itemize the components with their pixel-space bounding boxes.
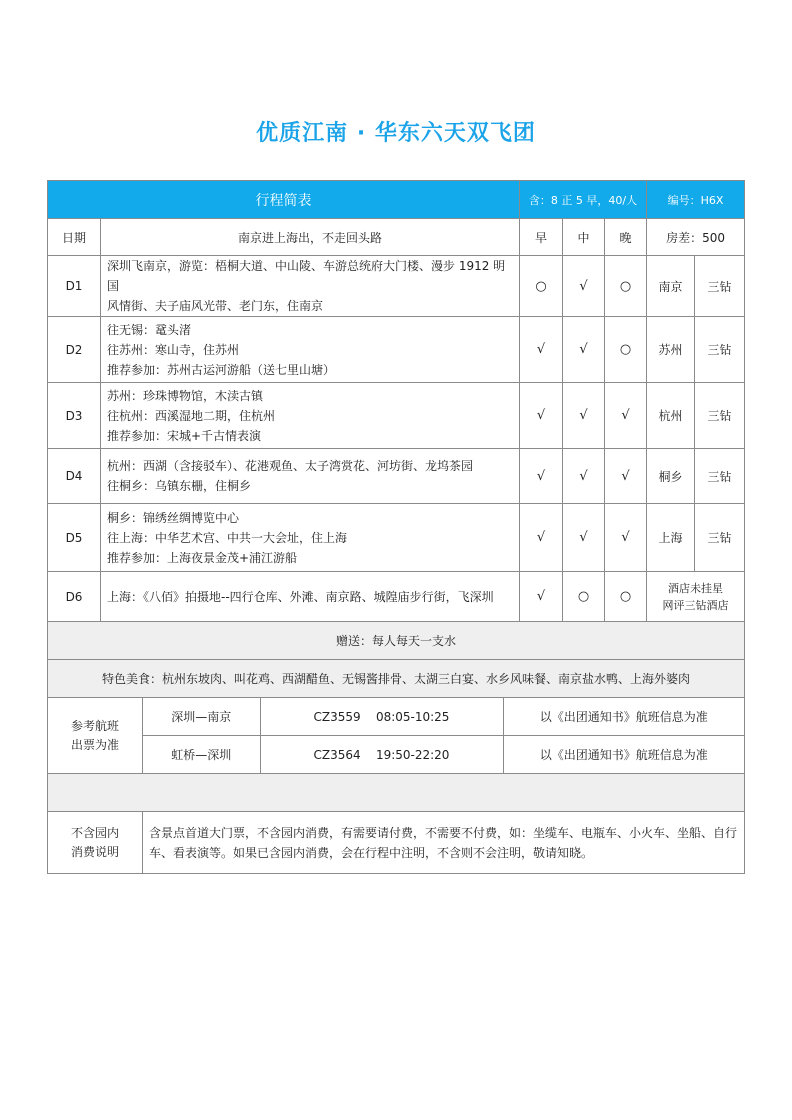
hotel-rating: 三钻 xyxy=(695,449,745,504)
breakfast-mark: ○ xyxy=(520,256,563,317)
tour-code: 编号：H6X xyxy=(647,181,745,219)
hotel-city: 上海 xyxy=(647,504,695,572)
flight-number-time: CZ3559 08:05-10:25 xyxy=(260,698,503,736)
day-itinerary: 桐乡：锦绣丝绸博览中心 往上海：中华艺术宫、中共一大会址，住上海 推荐参加：上海夜景金茂+浦江游船 xyxy=(101,504,520,572)
food-note: 特色美食：杭州东坡肉、叫花鸡、西湖醋鱼、无锡酱排骨、太湖三白宴、水乡风味餐、南京盐水鸭、上海外婆肉 xyxy=(48,660,745,698)
flight-route: 深圳—南京 xyxy=(143,698,260,736)
day-itinerary: 苏州：珍珠博物馆，木渎古镇 往杭州：西溪湿地二期，住杭州 推荐参加：宋城+千古情表演 xyxy=(101,383,520,449)
day-label: D6 xyxy=(48,572,101,622)
day-itinerary: 上海：《八佰》拍摄地--四行仓库、外滩、南京路、城隍庙步行街，飞深圳 xyxy=(101,572,520,622)
excluded-label: 不含园内 消费说明 xyxy=(48,812,143,874)
page-title: 优质江南 · 华东六天双飞团 xyxy=(256,121,536,146)
breakfast-mark: √ xyxy=(520,504,563,572)
meals-info: 含：8 正 5 早，40/人 xyxy=(520,181,647,219)
flight-route: 虹桥—深圳 xyxy=(143,736,260,774)
col-lunch: 中 xyxy=(563,219,605,256)
day-row xyxy=(48,317,745,383)
hotel-rating: 三钻 xyxy=(695,256,745,317)
lunch-mark: √ xyxy=(563,504,605,572)
day-row xyxy=(48,256,745,317)
flight-number-time: CZ3564 19:50-22:20 xyxy=(260,736,503,774)
lunch-mark: ○ xyxy=(563,572,605,622)
lunch-mark: √ xyxy=(563,317,605,383)
itinerary-table xyxy=(47,180,745,874)
excluded-text: 含景点首道大门票，不含园内消费，有需要请付费，不需要不付费，如：坐缆车、电瓶车、小火车、坐船、自行车、看表演等。如果已含园内消费，会在行程中注明，不含则不会注明，敬请知晓。 xyxy=(143,812,745,874)
day-label: D3 xyxy=(48,383,101,449)
dinner-mark: √ xyxy=(605,383,647,449)
breakfast-mark: √ xyxy=(520,383,563,449)
flight-row xyxy=(143,698,744,736)
dinner-mark: ○ xyxy=(605,317,647,383)
lunch-mark: √ xyxy=(563,256,605,317)
hotel-rating: 三钻 xyxy=(695,317,745,383)
lunch-mark: √ xyxy=(563,383,605,449)
col-breakfast: 早 xyxy=(520,219,563,256)
hotel-rating: 三钻 xyxy=(695,383,745,449)
dinner-mark: √ xyxy=(605,504,647,572)
day-label: D1 xyxy=(48,256,101,317)
flight-row xyxy=(143,736,744,774)
empty-row xyxy=(48,774,745,812)
hotel-city: 苏州 xyxy=(647,317,695,383)
day-label: D2 xyxy=(48,317,101,383)
col-dinner: 晚 xyxy=(605,219,647,256)
day-label: D4 xyxy=(48,449,101,504)
flight-note: 以《出团通知书》航班信息为准 xyxy=(539,710,708,724)
day-row xyxy=(48,383,745,449)
day-row xyxy=(48,504,745,572)
day-label: D5 xyxy=(48,504,101,572)
day-itinerary: 深圳飞南京，游览：梧桐大道、中山陵、车游总统府大门楼、漫步 1912 明国 风情街、夫子庙风光带、老门东，住南京 xyxy=(101,256,520,317)
col-route: 南京进上海出，不走回头路 xyxy=(101,219,520,256)
dinner-mark: √ xyxy=(605,449,647,504)
flight-label: 参考航班 出票为准 xyxy=(48,698,143,774)
day-row xyxy=(48,572,745,622)
hotel-rating: 三钻 xyxy=(695,504,745,572)
hotel-note: 酒店未挂星 网评三钻酒店 xyxy=(647,572,745,622)
flight-table xyxy=(143,698,745,774)
hotel-city: 杭州 xyxy=(647,383,695,449)
hotel-city: 南京 xyxy=(647,256,695,317)
col-room-diff: 房差：500 xyxy=(647,219,745,256)
col-day: 日期 xyxy=(48,219,101,256)
lunch-mark: √ xyxy=(563,449,605,504)
flight-note: 以《出团通知书》航班信息为准 xyxy=(503,736,744,774)
gift-note: 赠送：每人每天一支水 xyxy=(48,622,745,660)
breakfast-mark: √ xyxy=(520,572,563,622)
dinner-mark: ○ xyxy=(605,256,647,317)
day-itinerary: 杭州：西湖（含接驳车）、花港观鱼、太子湾赏花、河坊街、龙坞茶园 往桐乡：乌镇东栅，住桐乡 xyxy=(101,449,520,504)
day-itinerary: 往无锡：鼋头渚 往苏州：寒山寺，住苏州 推荐参加：苏州古运河游船（送七里山塘） xyxy=(101,317,520,383)
breakfast-mark: √ xyxy=(520,449,563,504)
hotel-city: 桐乡 xyxy=(647,449,695,504)
dinner-mark: ○ xyxy=(605,572,647,622)
day-row xyxy=(48,449,745,504)
table-header-title: 行程简表 xyxy=(48,181,520,219)
breakfast-mark: √ xyxy=(520,317,563,383)
